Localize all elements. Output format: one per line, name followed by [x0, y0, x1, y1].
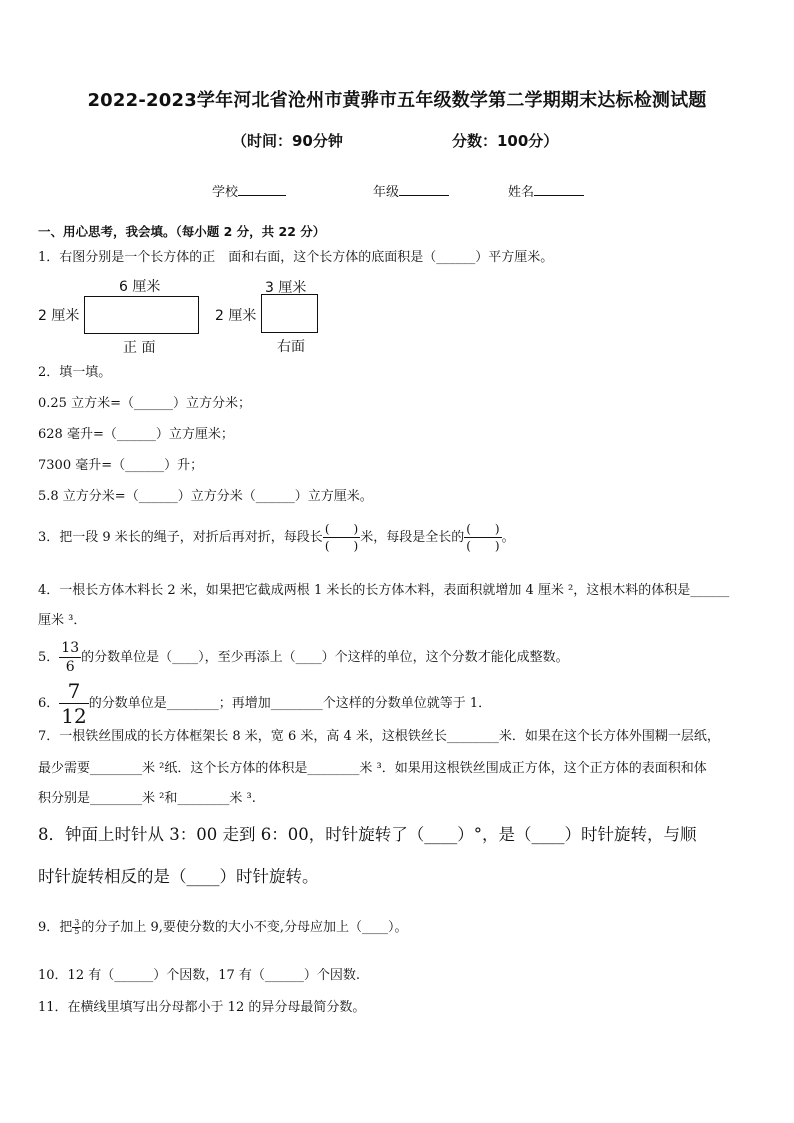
question-10: 10．12 有（______）个因数，17 有（______）个因数.: [38, 968, 361, 983]
fraction-blank-2: [464, 523, 501, 552]
side-height-label: 2 厘米: [215, 308, 257, 324]
side-width-label: 3 厘米: [265, 280, 307, 296]
question-9-prefix: 9．把: [38, 920, 73, 935]
time-label: （时间：90分钟: [232, 132, 343, 150]
question-5-prefix: 5．: [38, 650, 60, 665]
question-2-line-1: 0.25 立方米=（______）立方分米；: [38, 396, 251, 411]
question-3-part-3: 。: [501, 530, 515, 545]
school-field: [212, 181, 286, 200]
fraction-denominator: 12: [61, 704, 87, 728]
question-8-line-1: 8．钟面上时针从 3：00 走到 6：00，时针旋转了（____）°，是（____）时针旋转，与顺: [38, 825, 697, 844]
question-4-line-1: 4．一根长方体木料长 2 米，如果把它截成两根 1 米长的长方体木料，表面积就增加 4 厘米 ²，这根木料的体积是______: [38, 583, 730, 598]
front-caption: 正 面: [123, 340, 156, 356]
question-2-line-3: 7300 毫升=（______）升；: [38, 458, 204, 473]
question-2-line-4: 5.8 立方分米=（______）立方分米（______）立方厘米。: [38, 489, 373, 504]
grade-label: 年级: [373, 185, 400, 200]
question-3-part-2: 米，每段是全长的: [360, 530, 465, 545]
fraction-3-5: [72, 919, 81, 936]
question-2-line-2: 628 毫升=（______）立方厘米；: [38, 427, 234, 442]
fraction-7-12: [59, 681, 88, 726]
front-width-label: 6 厘米: [119, 279, 161, 295]
fraction-blank-2-denominator: ( ): [466, 539, 500, 553]
question-3: [38, 523, 515, 552]
front-view-rectangle: [84, 296, 199, 334]
fraction-blank-1-numerator: ( ): [324, 522, 359, 536]
page-title: 2022-2023学年河北省沧州市黄骅市五年级数学第二学期期末达标检测试题: [87, 90, 707, 111]
fraction-denominator: 6: [65, 659, 75, 675]
fraction-13-6: [59, 641, 81, 674]
front-height-label: 2 厘米: [38, 308, 80, 324]
question-2: 2．填一填。: [38, 365, 112, 380]
question-4-line-2: 厘米 ³．: [38, 613, 87, 628]
question-9-text: 的分子加上 9,要使分数的大小不变,分母应加上（____）。: [81, 920, 408, 935]
question-1: 1．右图分别是一个长方体的正 面和右面，这个长方体的底面积是（______）平方厘米。: [38, 250, 554, 265]
question-6: [38, 681, 491, 726]
name-blank[interactable]: [534, 183, 584, 196]
side-caption: 右面: [277, 339, 305, 355]
grade-blank[interactable]: [399, 183, 449, 196]
fraction-numerator: 7: [59, 681, 88, 704]
side-view-rectangle: [261, 294, 318, 333]
question-6-text: 的分数单位是________；再增加________个这样的分数单位就等于 1．: [88, 696, 492, 711]
question-5: [38, 641, 569, 674]
fraction-blank-2-numerator: ( ): [466, 522, 500, 536]
school-blank[interactable]: [238, 183, 286, 196]
school-label: 学校: [212, 185, 239, 200]
question-3-part-1: 3．把一段 9 米长的绳子，对折后再对折，每段长: [38, 530, 323, 545]
question-11: 11．在横线里填写出分母都小于 12 的异分母最简分数。: [38, 1000, 366, 1015]
name-label: 姓名: [508, 185, 535, 200]
question-5-text: 的分数单位是（____），至少再添上（____）个这样的单位，这个分数才能化成整数。: [81, 650, 569, 665]
question-6-prefix: 6．: [38, 696, 60, 711]
fraction-denominator: 5: [74, 927, 80, 936]
fraction-blank-1-denominator: ( ): [324, 539, 359, 553]
question-7-line-1: 7．一根铁丝围成的长方体框架长 8 米，宽 6 米，高 4 米，这根铁丝长________米．如果在这个长方体外围糊一层纸，: [38, 729, 720, 744]
score-label: 分数：100分）: [452, 132, 559, 150]
fraction-blank-1: [323, 523, 360, 552]
name-field: [508, 181, 584, 200]
question-7-line-2: 最少需要________米 ²纸．这个长方体的体积是________米 ³．如果用这根铁丝围成正方体，这个正方体的表面积和体: [38, 761, 707, 776]
question-8-line-2: 时针旋转相反的是（____）时针旋转。: [38, 867, 319, 886]
fraction-numerator: 13: [61, 640, 80, 656]
section-heading: 一、用心思考，我会填。（每小题 2 分，共 22 分）: [38, 224, 326, 239]
question-7-line-3: 积分别是________米 ²和________米 ³.: [38, 791, 256, 806]
question-9: [38, 919, 408, 937]
fraction-numerator: 3: [74, 918, 80, 927]
grade-field: [373, 181, 449, 200]
